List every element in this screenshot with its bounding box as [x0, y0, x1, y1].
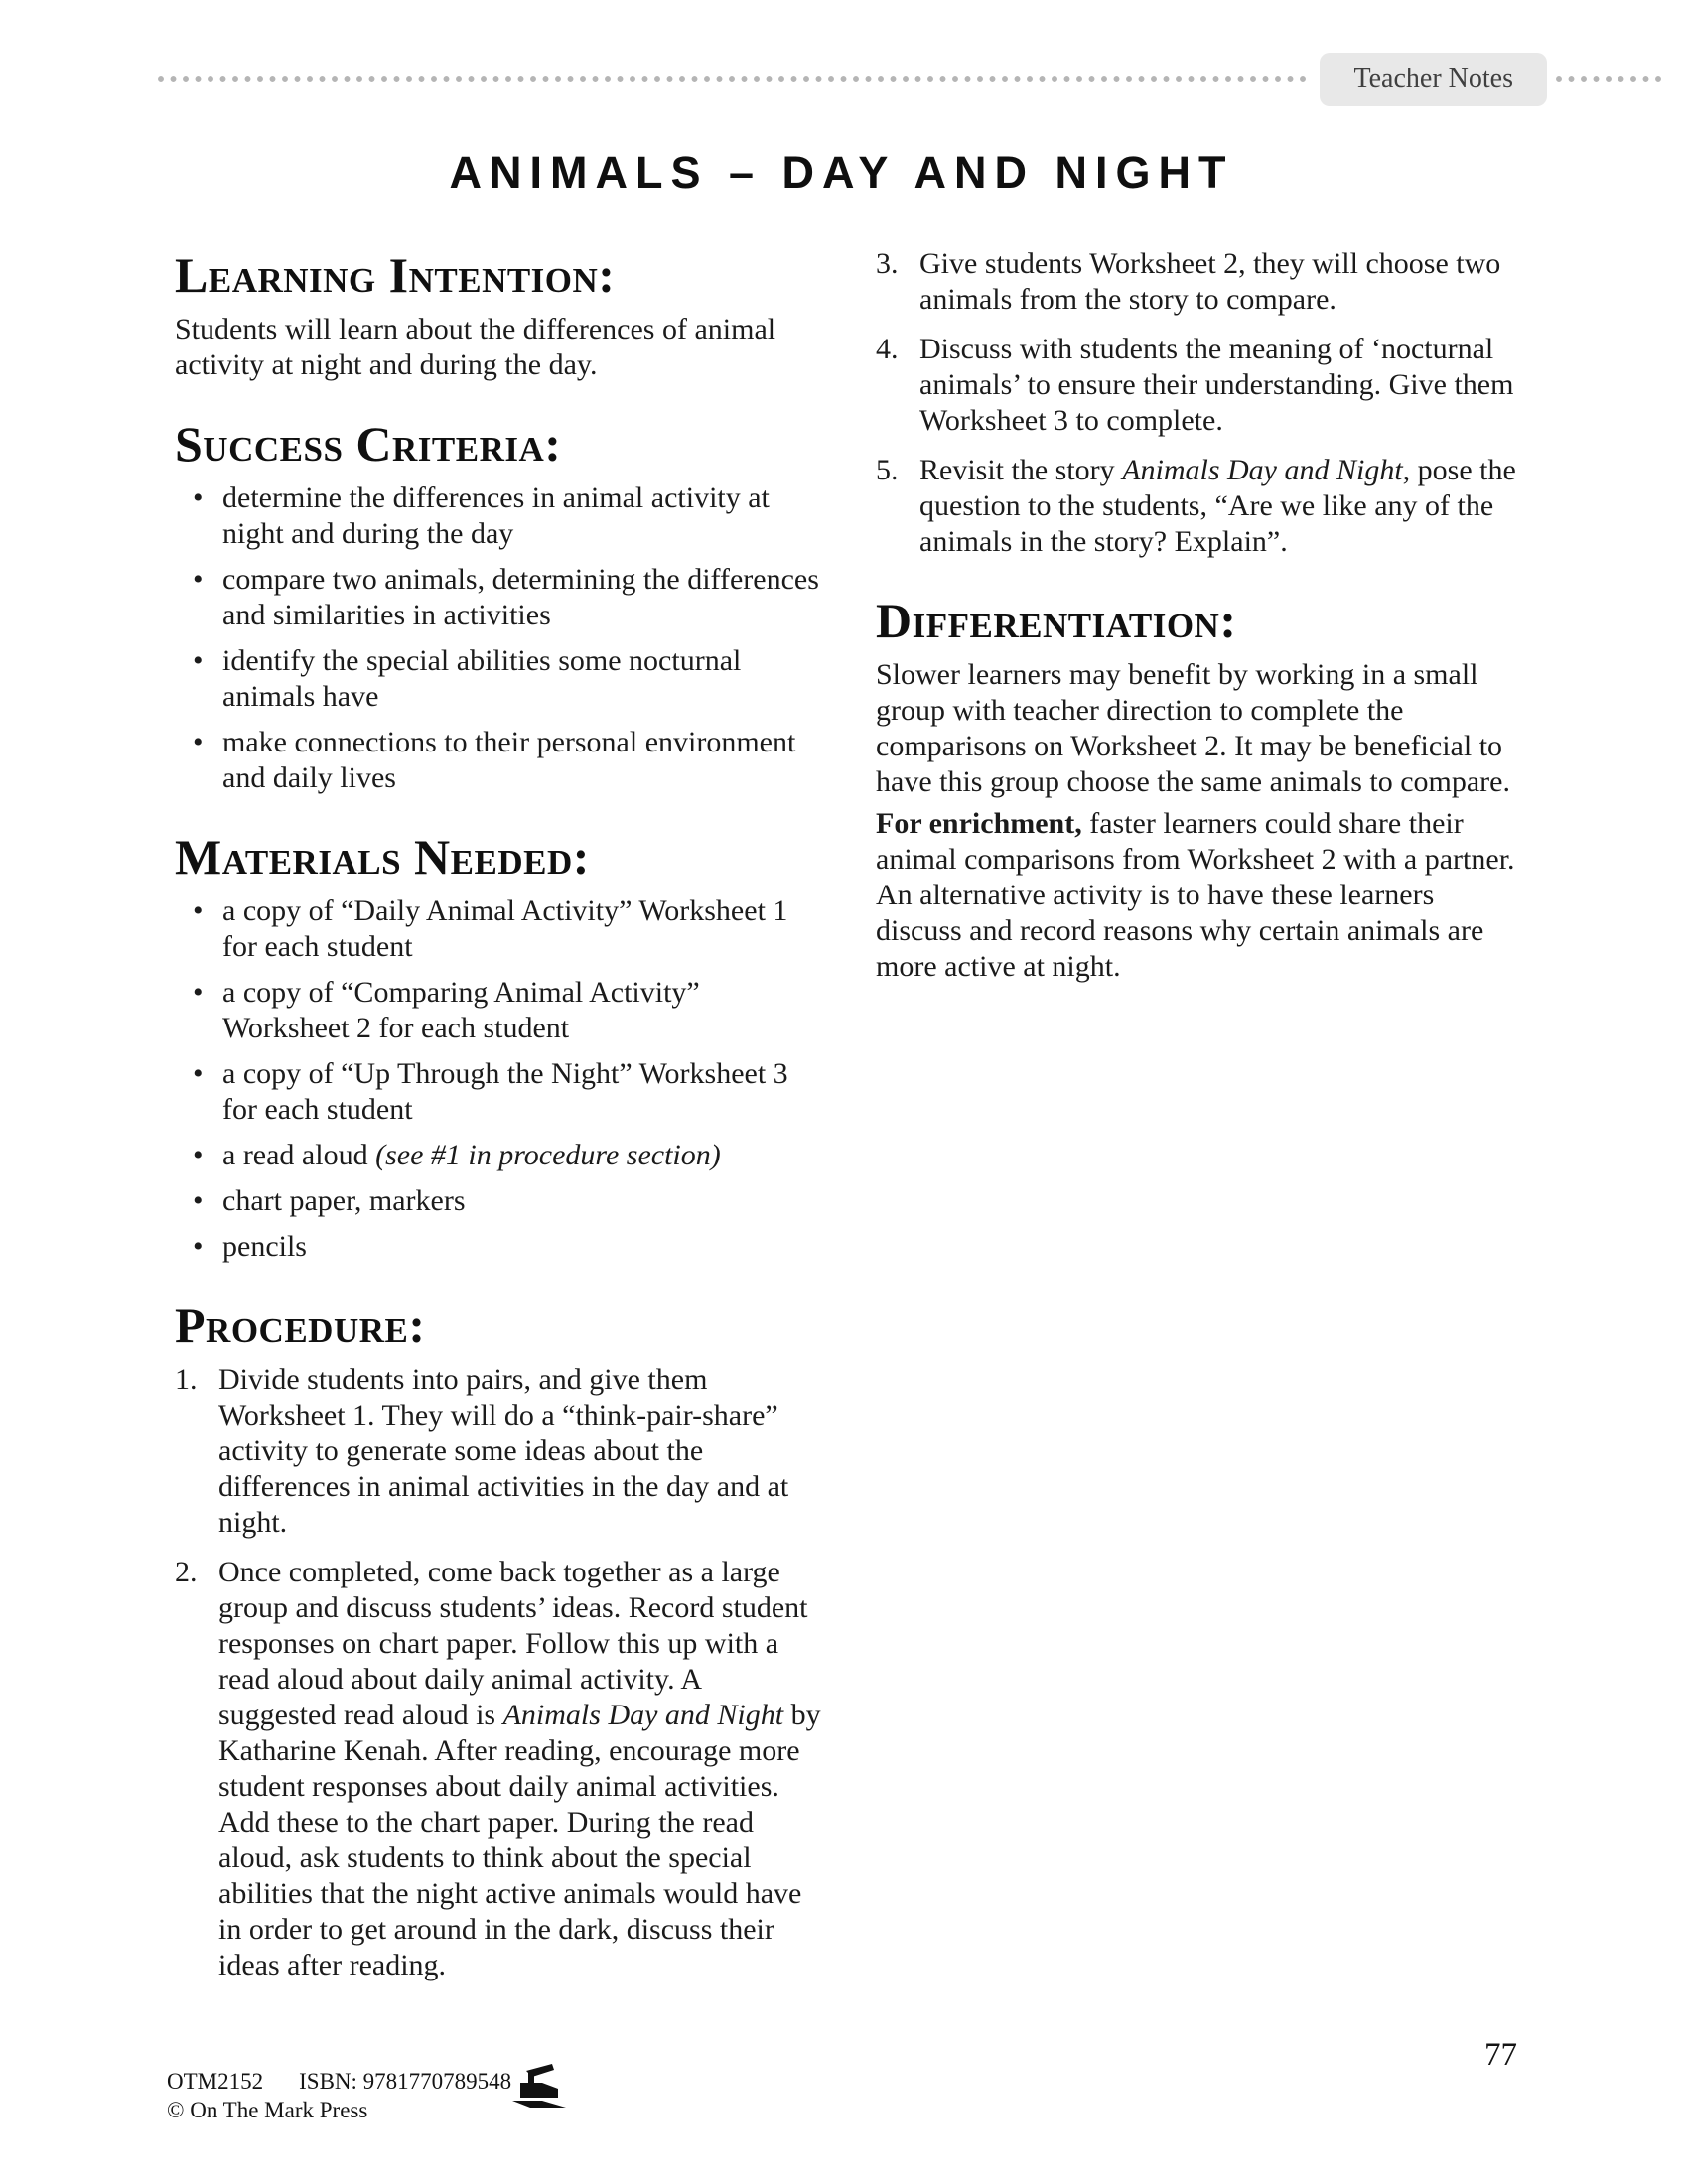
- list-item: • identify the special abilities some nocturnal animals have: [175, 643, 825, 715]
- copyright: © On The Mark Press: [167, 2098, 368, 2122]
- step-text: [919, 453, 1527, 560]
- list-item: • make connections to their personal environment and daily lives: [175, 725, 825, 796]
- step-text-part: Revisit the story: [919, 454, 1123, 486]
- list-item: • a copy of “Up Through the Night” Worksheet 3 for each student: [175, 1056, 825, 1128]
- procedure-steps-1-2: [175, 1362, 825, 1983]
- page-number: 77: [1484, 2037, 1517, 2073]
- book-title: Animals Day and Night: [502, 1699, 784, 1731]
- top-rule: [157, 50, 1664, 109]
- procedure-reference-note: (see #1 in procedure section): [375, 1139, 721, 1171]
- success-criteria-heading: Success Criteria:: [175, 416, 562, 472]
- list-item: [175, 1138, 825, 1173]
- footer: [167, 2067, 511, 2124]
- step-number: 1.: [175, 1363, 198, 1396]
- success-criteria-list: [175, 480, 825, 796]
- step-number: 2.: [175, 1556, 198, 1588]
- teacher-notes-tab: Teacher Notes: [1320, 53, 1547, 106]
- dotted-rule-right: [1555, 75, 1664, 83]
- list-item: • pencils: [175, 1229, 825, 1265]
- step-text-part: by Katharine Kenah. After reading, encourage more student responses about daily animal activities. Add these to the chart paper. During the read aloud, ask students to think about the special abilities that the night active animals would have in order to get around in the dark, discuss their ideas after reading.: [218, 1699, 821, 1981]
- step-number: 4.: [876, 333, 899, 365]
- footer-code-isbn: [167, 2067, 511, 2096]
- step-text-part: , pose the question to the students, “Are we like any of the animals in the story? Explain”.: [919, 454, 1516, 558]
- enrichment-text: faster learners could share their animal comparisons from Worksheet 2 with a partner. An alternative activity is to have these learners discuss and record reasons why certain animals are more active at night.: [876, 807, 1515, 983]
- step-text-part: Once completed, come back together as a large group and discuss students’ ideas. Record student responses on chart paper. Follow this up with a read aloud about daily animal activity. A suggested read aloud is: [218, 1556, 808, 1731]
- dotted-rule-left: [157, 75, 1312, 83]
- isbn: ISBN: 9781770789548: [299, 2069, 512, 2094]
- differentiation-paragraph-2: [876, 806, 1527, 985]
- procedure-step-4: [876, 332, 1527, 439]
- list-item: • a copy of “Comparing Animal Activity” Worksheet 2 for each student: [175, 975, 825, 1046]
- right-column: [876, 246, 1527, 991]
- step-text: Divide students into pairs, and give them Worksheet 1. They will do a “think-pair-share” activity to generate some ideas about the differences in animal activities in the day and at night.: [218, 1363, 789, 1539]
- learning-intention-heading: Learning Intention:: [175, 247, 616, 303]
- procedure-step-2: [175, 1555, 825, 1983]
- step-text: Discuss with students the meaning of ‘nocturnal animals’ to ensure their understanding. Give them Worksheet 3 to complete.: [919, 333, 1514, 437]
- list-item: • compare two animals, determining the differences and similarities in activities: [175, 562, 825, 633]
- procedure-heading: Procedure:: [175, 1297, 426, 1353]
- list-item-text: a read aloud: [222, 1139, 376, 1171]
- enrichment-lead: For enrichment,: [876, 807, 1082, 840]
- materials-needed-heading: Materials Needed:: [175, 829, 590, 885]
- step-text: [218, 1555, 825, 1983]
- list-item: • determine the differences in animal activity at night and during the day: [175, 480, 825, 552]
- product-code: OTM2152: [167, 2069, 264, 2094]
- step-number: 5.: [876, 454, 899, 486]
- left-column: [175, 247, 825, 1997]
- book-title: Animals Day and Night: [1122, 454, 1403, 486]
- materials-list: [175, 893, 825, 1265]
- list-item: • a copy of “Daily Animal Activity” Worksheet 1 for each student: [175, 893, 825, 965]
- procedure-step-3: [876, 246, 1527, 318]
- differentiation-paragraph-1: Slower learners may benefit by working in a small group with teacher direction to complete the comparisons on Worksheet 2. It may be beneficial to have this group choose the same animals to compare.: [876, 658, 1510, 798]
- procedure-step-1: [175, 1362, 825, 1541]
- step-number: 3.: [876, 247, 899, 280]
- learning-intention-body: Students will learn about the differences of animal activity at night and during the day.: [175, 313, 776, 381]
- list-item: • chart paper, markers: [175, 1183, 825, 1219]
- procedure-step-5: [876, 453, 1527, 560]
- differentiation-heading: Differentiation:: [876, 593, 1237, 648]
- procedure-steps-3-5: [876, 246, 1527, 560]
- publisher-logo-icon: [508, 2061, 570, 2114]
- page-title: ANIMALS – DAY AND NIGHT: [449, 147, 1234, 198]
- step-text: Give students Worksheet 2, they will choose two animals from the story to compare.: [919, 247, 1501, 316]
